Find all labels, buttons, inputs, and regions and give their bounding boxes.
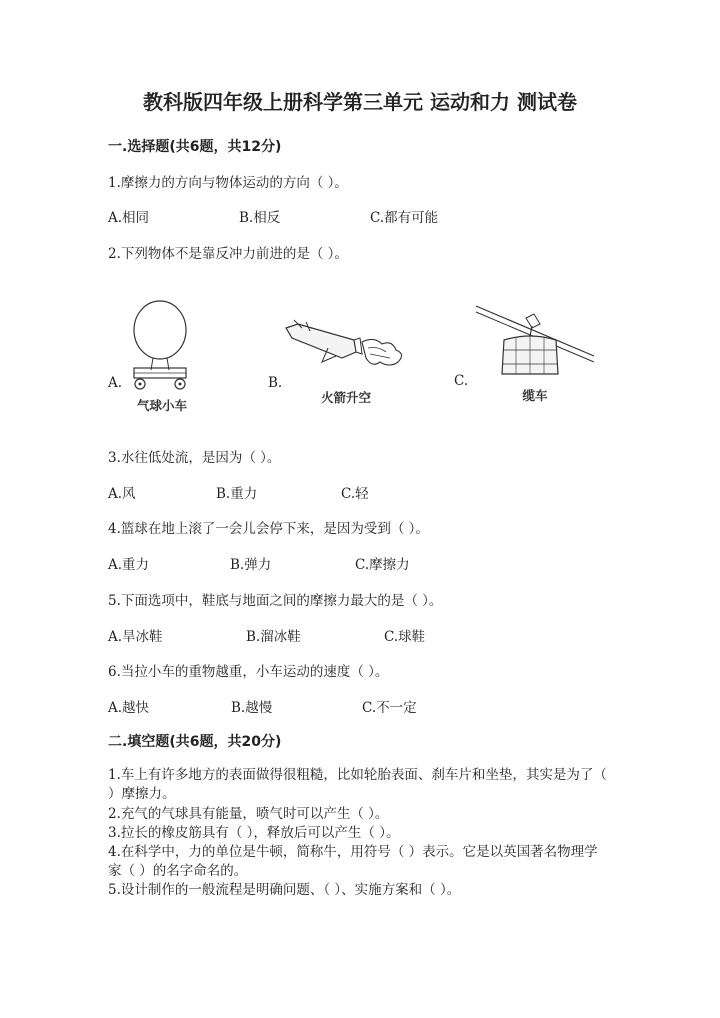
question-3: 3.水往低处流，是因为（ ）。 bbox=[108, 450, 281, 466]
cable-car-icon bbox=[474, 304, 596, 380]
q6-option-b: B.越慢 bbox=[231, 700, 273, 716]
q1-option-c: C.都有可能 bbox=[370, 210, 439, 226]
q5-option-b: B.溜冰鞋 bbox=[246, 629, 301, 645]
section-heading-choice: 一.选择题(共6题，共12分) bbox=[108, 139, 282, 155]
cable-car-figure bbox=[474, 304, 596, 404]
q5-option-c: C.球鞋 bbox=[384, 629, 426, 645]
q6-option-c: C.不一定 bbox=[362, 700, 417, 716]
question-6: 6.当拉小车的重物越重，小车运动的速度（ ）。 bbox=[108, 664, 389, 680]
q3-option-a: A.风 bbox=[108, 486, 136, 502]
fill-item-2: 2.充气的气球具有能量，喷气时可以产生（ ）。 bbox=[108, 806, 389, 822]
q2-option-b: B. bbox=[268, 375, 283, 391]
page-title: 教科版四年级上册科学第三单元 运动和力 测试卷 bbox=[143, 90, 577, 114]
balloon-car-icon bbox=[122, 300, 202, 392]
q2-option-c: C. bbox=[454, 373, 469, 389]
rocket-label: 火箭升空 bbox=[320, 390, 371, 405]
rocket-figure bbox=[282, 318, 410, 406]
q5-option-a: A.旱冰鞋 bbox=[108, 629, 163, 645]
question-2: 2.下列物体不是靠反冲力前进的是（ ）。 bbox=[108, 246, 348, 262]
section-heading-fill: 二.填空题(共6题，共20分) bbox=[108, 734, 282, 750]
q2-option-a: A. bbox=[108, 375, 123, 391]
q4-option-a: A.重力 bbox=[108, 557, 150, 573]
q3-option-b: B.重力 bbox=[216, 486, 258, 502]
q1-option-b: B.相反 bbox=[239, 210, 281, 226]
fill-item-1: 1.车上有许多地方的表面做得很粗糙，比如轮胎表面、刹车片和坐垫，其实是为了（ ）摩擦力。 bbox=[108, 767, 607, 802]
q6-option-a: A.越快 bbox=[108, 700, 150, 716]
q3-option-c: C.轻 bbox=[341, 486, 369, 502]
balloon-car-figure bbox=[122, 300, 202, 414]
fill-item-4: 4.在科学中，力的单位是牛顿，简称牛，用符号（ ）表示。它是以英国著名物理学家（ ）的名字命名的。 bbox=[108, 844, 598, 879]
q4-option-b: B.弹力 bbox=[230, 557, 272, 573]
cable-car-label: 缆车 bbox=[522, 388, 548, 403]
rocket-icon bbox=[282, 318, 410, 382]
q4-option-c: C.摩擦力 bbox=[355, 557, 410, 573]
balloon-car-label: 气球小车 bbox=[136, 398, 187, 413]
fill-item-3: 3.拉长的橡皮筋具有（ ），释放后可以产生（ ）。 bbox=[108, 825, 400, 841]
q1-option-a: A.相同 bbox=[108, 210, 150, 226]
question-5: 5.下面选项中，鞋底与地面之间的摩擦力最大的是（ ）。 bbox=[108, 593, 443, 609]
fill-item-5: 5.设计制作的一般流程是明确问题、（ ）、实施方案和（ ）。 bbox=[108, 882, 461, 898]
question-4: 4.篮球在地上滚了一会儿会停下来，是因为受到（ ）。 bbox=[108, 521, 429, 537]
question-1: 1.摩擦力的方向与物体运动的方向（ ）。 bbox=[108, 175, 348, 191]
